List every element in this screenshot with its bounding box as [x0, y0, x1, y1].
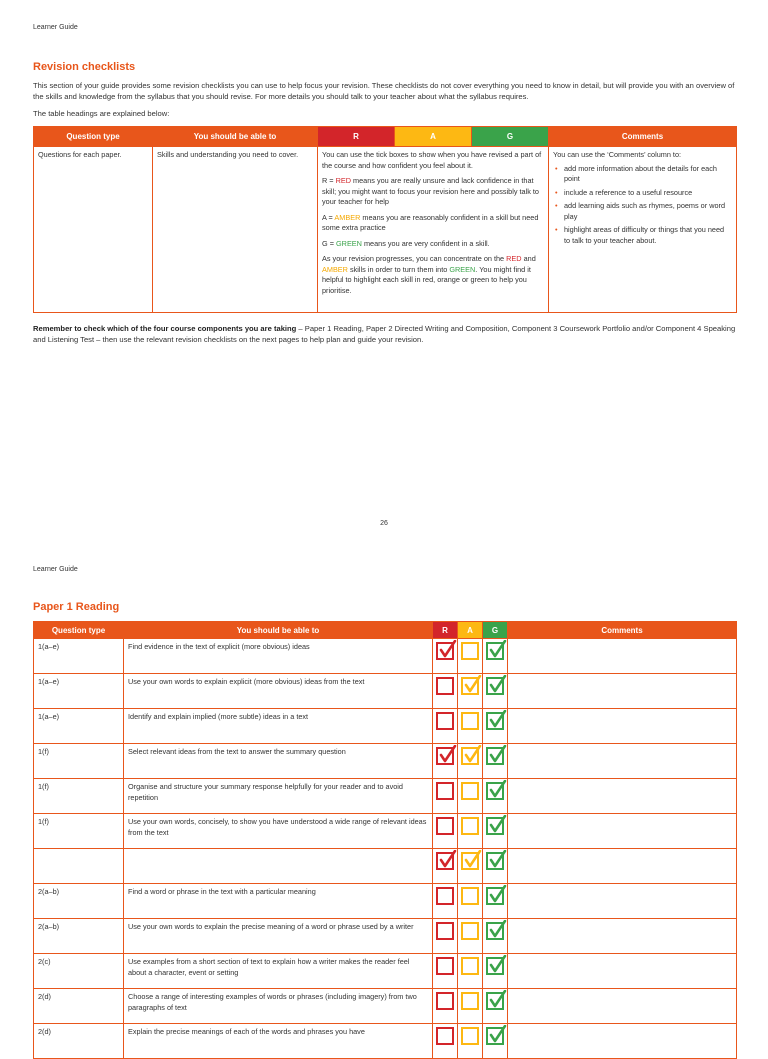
red-cell: [433, 919, 458, 954]
comments-cell[interactable]: [508, 989, 737, 1024]
red-cell: [433, 744, 458, 779]
key-question-type: Questions for each paper.: [34, 147, 153, 313]
red-checkbox[interactable]: [436, 957, 454, 975]
amber-checkbox[interactable]: [461, 1027, 479, 1045]
amber-checkbox[interactable]: [461, 957, 479, 975]
comments-item: • add learning aids such as rhymes, poems or word play: [564, 201, 732, 222]
comments-cell[interactable]: [508, 954, 737, 989]
red-cell: [433, 779, 458, 814]
green-checkbox[interactable]: [486, 992, 504, 1010]
section-title: Paper 1 Reading: [33, 601, 120, 613]
red-checkbox[interactable]: [436, 782, 454, 800]
skill-cell: Select relevant ideas from the text to answer the summary question: [124, 744, 433, 779]
header-question-type: Question type: [34, 127, 153, 147]
skill-cell: Use examples from a short section of text to explain how a writer makes the reader feel about a character, event or setting: [124, 954, 433, 989]
rag-progress-line: As your revision progresses, you can concentrate on the RED and AMBER skills in order to turn them into GREEN. You might find it helpful to highlight each skill in red, orange or green to help you prioritise.: [322, 254, 536, 295]
amber-cell: [458, 814, 483, 849]
header-r: R: [433, 622, 458, 639]
rag-amber-line: A = AMBER means you are reasonably confident in a skill but need some extra practice: [322, 212, 539, 232]
checkmark-icon: [464, 850, 482, 870]
green-checkbox[interactable]: [486, 957, 504, 975]
checkmark-icon: [489, 780, 507, 800]
checkmark-icon: [489, 710, 507, 730]
headings-key-table: [33, 126, 737, 313]
comments-cell[interactable]: [508, 779, 737, 814]
table-row: [34, 1024, 737, 1059]
green-checkbox[interactable]: [486, 642, 504, 660]
amber-checkbox[interactable]: [461, 712, 479, 730]
skill-cell: Explain the precise meanings of each of the words and phrases you have: [124, 1024, 433, 1059]
header-r: R: [318, 127, 395, 147]
question-type-cell: 2(a–b): [34, 919, 124, 954]
green-cell: [483, 849, 508, 884]
table-row: [34, 639, 737, 674]
amber-cell: [458, 674, 483, 709]
component-reminder: Remember to check which of the four course components you are taking – Paper 1 Reading, Paper 2 Directed Writing and Composition, Component 3 Coursework Portfolio and/or Component 4 Speaking and Listening Test – then use the relevant revision checklists on the next pages to help plan and guide your revision.: [33, 324, 736, 344]
question-type-cell: 1(f): [34, 744, 124, 779]
table-row: [34, 814, 737, 849]
table-row: [34, 744, 737, 779]
table-intro: The table headings are explained below:: [33, 109, 170, 118]
checkmark-icon: [439, 640, 457, 660]
comments-cell[interactable]: [508, 674, 737, 709]
amber-cell: [458, 989, 483, 1024]
red-checkbox[interactable]: [436, 922, 454, 940]
amber-checkbox[interactable]: [461, 887, 479, 905]
amber-checkbox[interactable]: [461, 677, 479, 695]
header-g: G: [472, 127, 549, 147]
skill-cell: Use your own words to explain explicit (more obvious) ideas from the text: [124, 674, 433, 709]
question-type-cell: 1(a–e): [34, 639, 124, 674]
green-checkbox[interactable]: [486, 1027, 504, 1045]
checkmark-icon: [489, 1025, 507, 1045]
red-checkbox[interactable]: [436, 817, 454, 835]
table-row: [34, 884, 737, 919]
red-checkbox[interactable]: [436, 1027, 454, 1045]
red-checkbox[interactable]: [436, 642, 454, 660]
checkmark-icon: [489, 990, 507, 1010]
checkmark-icon: [464, 675, 482, 695]
comments-cell[interactable]: [508, 849, 737, 884]
red-cell: [433, 814, 458, 849]
red-cell: [433, 639, 458, 674]
running-header: Learner Guide: [33, 566, 78, 573]
rag-green-line: G = GREEN means you are very confident in a skill.: [322, 238, 490, 248]
key-comments: [549, 147, 737, 313]
header-question-type: Question type: [34, 622, 124, 639]
amber-checkbox[interactable]: [461, 747, 479, 765]
amber-checkbox[interactable]: [461, 817, 479, 835]
question-type-cell: 1(a–e): [34, 709, 124, 744]
rag-intro: You can use the tick boxes to show when you have revised a part of the course and how confident you feel about it.: [322, 150, 542, 170]
question-type-cell: 2(d): [34, 1024, 124, 1059]
comments-cell[interactable]: [508, 744, 737, 779]
checkmark-icon: [489, 850, 507, 870]
comments-list: [553, 164, 732, 247]
checkmark-icon: [489, 675, 507, 695]
red-cell: [433, 674, 458, 709]
comments-intro: You can use the ‘Comments’ column to:: [553, 150, 682, 159]
green-cell: [483, 674, 508, 709]
comments-cell[interactable]: [508, 639, 737, 674]
checkmark-icon: [489, 640, 507, 660]
amber-cell: [458, 954, 483, 989]
paper1-reading-checklist: [33, 621, 737, 1059]
green-checkbox[interactable]: [486, 922, 504, 940]
green-checkbox[interactable]: [486, 852, 504, 870]
green-cell: [483, 779, 508, 814]
red-checkbox[interactable]: [436, 677, 454, 695]
checkmark-icon: [489, 920, 507, 940]
red-cell: [433, 1024, 458, 1059]
skill-cell: Use your own words, concisely, to show you have understood a wide range of relevant ideas from the text: [124, 814, 433, 849]
green-checkbox[interactable]: [486, 887, 504, 905]
skill-cell: Choose a range of interesting examples of words or phrases (including imagery) from two paragraphs of text: [124, 989, 433, 1024]
amber-cell: [458, 1024, 483, 1059]
amber-cell: [458, 884, 483, 919]
red-checkbox[interactable]: [436, 887, 454, 905]
comments-item: • add more information about the details for each point: [564, 164, 732, 185]
skill-cell: Find evidence in the text of explicit (more obvious) ideas: [124, 639, 433, 674]
green-cell: [483, 989, 508, 1024]
amber-checkbox[interactable]: [461, 782, 479, 800]
amber-cell: [458, 744, 483, 779]
green-cell: [483, 639, 508, 674]
green-checkbox[interactable]: [486, 817, 504, 835]
skill-cell: [124, 849, 433, 884]
comments-cell[interactable]: [508, 814, 737, 849]
amber-checkbox[interactable]: [461, 992, 479, 1010]
question-type-cell: 1(a–e): [34, 674, 124, 709]
checkmark-icon: [489, 885, 507, 905]
red-cell: [433, 884, 458, 919]
comments-cell[interactable]: [508, 884, 737, 919]
table-row: [34, 674, 737, 709]
header-g: G: [483, 622, 508, 639]
amber-cell: [458, 849, 483, 884]
intro-paragraph: This section of your guide provides some revision checklists you can use to help focus your revision. These checklists do not cover everything you need to know in detail, but will provide you with an overview of the skills and knowledge from the syllabus that you should revise. For more details you should talk to your teacher about what the syllabus requires.: [33, 81, 735, 101]
checkmark-icon: [439, 745, 457, 765]
skill-cell: Organise and structure your summary response helpfully for your reader and to avoid repetition: [124, 779, 433, 814]
header-a: A: [395, 127, 472, 147]
table-row: [34, 779, 737, 814]
amber-cell: [458, 709, 483, 744]
checkmark-icon: [489, 955, 507, 975]
skill-cell: Use your own words to explain the precise meaning of a word or phrase used by a writer: [124, 919, 433, 954]
green-cell: [483, 709, 508, 744]
question-type-cell: 2(a–b): [34, 884, 124, 919]
comments-item: • include a reference to a useful resource: [564, 188, 732, 199]
green-cell: [483, 954, 508, 989]
red-checkbox[interactable]: [436, 992, 454, 1010]
green-cell: [483, 919, 508, 954]
red-cell: [433, 709, 458, 744]
table-row: [34, 919, 737, 954]
checkmark-icon: [439, 850, 457, 870]
comments-item: • highlight areas of difficulty or things that you need to talk to your teacher about.: [564, 225, 732, 246]
table-row: [34, 849, 737, 884]
question-type-cell: 2(d): [34, 989, 124, 1024]
red-cell: [433, 989, 458, 1024]
header-able-to: You should be able to: [124, 622, 433, 639]
comments-cell[interactable]: [508, 919, 737, 954]
table-row: [34, 989, 737, 1024]
red-checkbox[interactable]: [436, 747, 454, 765]
key-able-to: Skills and understanding you need to cover.: [153, 147, 318, 313]
green-cell: [483, 884, 508, 919]
green-cell: [483, 744, 508, 779]
red-cell: [433, 849, 458, 884]
section-title: Revision checklists: [33, 61, 136, 73]
red-checkbox[interactable]: [436, 712, 454, 730]
rag-red-line: R = RED means you are really unsure and lack confidence in that skill; you might want to focus your revision here and possibly talk to your teacher for help: [322, 176, 539, 206]
header-a: A: [458, 622, 483, 639]
green-cell: [483, 814, 508, 849]
amber-cell: [458, 919, 483, 954]
table-row: [34, 709, 737, 744]
amber-checkbox[interactable]: [461, 852, 479, 870]
question-type-cell: 2(c): [34, 954, 124, 989]
amber-cell: [458, 639, 483, 674]
checkmark-icon: [464, 745, 482, 765]
table-row: [34, 954, 737, 989]
red-checkbox[interactable]: [436, 852, 454, 870]
red-cell: [433, 954, 458, 989]
green-checkbox[interactable]: [486, 782, 504, 800]
header-comments: Comments: [508, 622, 737, 639]
question-type-cell: 1(f): [34, 814, 124, 849]
checkmark-icon: [489, 815, 507, 835]
skill-cell: Find a word or phrase in the text with a particular meaning: [124, 884, 433, 919]
comments-cell[interactable]: [508, 709, 737, 744]
header-comments: Comments: [549, 127, 737, 147]
skill-cell: Identify and explain implied (more subtle) ideas in a text: [124, 709, 433, 744]
running-header: Learner Guide: [33, 24, 78, 31]
header-able-to: You should be able to: [153, 127, 318, 147]
key-rag-explanation: [318, 147, 549, 313]
checkmark-icon: [489, 745, 507, 765]
green-checkbox[interactable]: [486, 712, 504, 730]
green-cell: [483, 1024, 508, 1059]
green-checkbox[interactable]: [486, 677, 504, 695]
question-type-cell: 1(f): [34, 779, 124, 814]
amber-cell: [458, 779, 483, 814]
page-number: 26: [380, 520, 388, 527]
green-checkbox[interactable]: [486, 747, 504, 765]
question-type-cell: [34, 849, 124, 884]
amber-checkbox[interactable]: [461, 922, 479, 940]
amber-checkbox[interactable]: [461, 642, 479, 660]
comments-cell[interactable]: [508, 1024, 737, 1059]
